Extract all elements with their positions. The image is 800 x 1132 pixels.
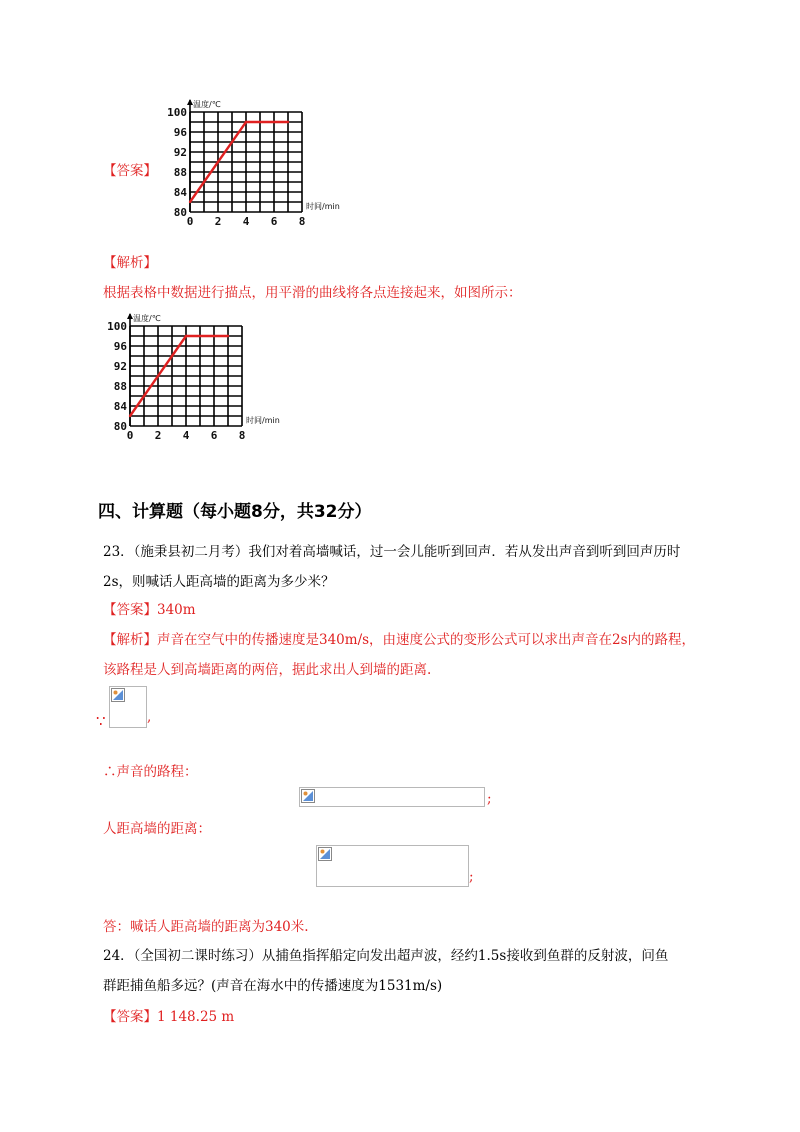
q24-text-line1: 24．（全国初二课时练习）从捕鱼指挥船定向发出超声波，经约1.5s接收到鱼群的反射波，问鱼 bbox=[103, 948, 669, 964]
y-tick-label: 80 bbox=[113, 420, 127, 433]
y-tick-label: 84 bbox=[113, 400, 127, 413]
x-tick-label: 8 bbox=[298, 215, 306, 228]
analysis-text: 根据表格中数据进行描点，用平滑的曲线将各点连接起来，如图所示： bbox=[103, 285, 522, 301]
formula-image-path bbox=[299, 787, 485, 807]
q23-text-line1: 23．（施秉县初二月考）我们对着高墙喊话，过一会儿能听到回声．若从发出声音到听到回声历时 bbox=[103, 544, 681, 560]
q23-final-answer: 答：喊话人距高墙的距离为340米. bbox=[103, 919, 309, 935]
q23-text-line2: 2s，则喊话人距高墙的距离为多少米？ bbox=[103, 574, 335, 590]
x-tick-label: 4 bbox=[242, 215, 250, 228]
y-tick-label: 80 bbox=[173, 206, 187, 219]
formula-image-speed bbox=[109, 686, 147, 728]
q24-text-line2: 群距捕鱼船多远？(声音在海水中的传播速度为1531m/s) bbox=[103, 978, 443, 994]
data-point bbox=[287, 121, 289, 123]
answer-label: 【答案】 bbox=[103, 163, 157, 179]
data-point bbox=[227, 335, 229, 337]
data-point bbox=[129, 415, 131, 417]
x-axis-label: 时间/min bbox=[306, 202, 340, 211]
q24-answer-label: 【答案】 bbox=[103, 1009, 157, 1025]
distance-text: 人距高墙的距离： bbox=[103, 821, 211, 837]
y-tick-label: 92 bbox=[113, 360, 127, 373]
x-tick-label: 6 bbox=[270, 215, 278, 228]
q23-analysis-line2: 该路程是人到高墙距离的两倍，据此求出人到墙的距离. bbox=[103, 662, 432, 678]
y-tick-label: 88 bbox=[113, 380, 127, 393]
broken-image-icon bbox=[318, 847, 332, 861]
temperature-chart-2-svg bbox=[100, 312, 310, 447]
x-tick-label: 4 bbox=[182, 429, 190, 442]
x-tick-label: 0 bbox=[126, 429, 134, 442]
y-tick-label: 84 bbox=[173, 186, 187, 199]
broken-image-icon bbox=[111, 688, 125, 702]
y-axis-label: 温度/℃ bbox=[193, 100, 221, 109]
y-tick-label: 100 bbox=[107, 320, 127, 333]
therefore-text: ∴声音的路程： bbox=[103, 764, 198, 780]
x-tick-label: 2 bbox=[154, 429, 162, 442]
temperature-chart-1 bbox=[160, 98, 370, 233]
y-tick-label: 96 bbox=[113, 340, 127, 353]
broken-image-icon bbox=[301, 789, 315, 803]
temperature-chart-2 bbox=[100, 312, 310, 447]
semicolon-1: ; bbox=[487, 791, 492, 807]
x-tick-label: 2 bbox=[214, 215, 222, 228]
y-axis-label: 温度/℃ bbox=[133, 314, 161, 323]
x-axis-label: 时间/min bbox=[246, 416, 280, 425]
formula-image-distance bbox=[316, 845, 469, 887]
comma: , bbox=[147, 709, 152, 725]
q23-analysis-label: 【解析】 bbox=[103, 632, 157, 648]
data-point bbox=[245, 121, 247, 123]
data-point bbox=[189, 201, 191, 203]
y-tick-label: 88 bbox=[173, 166, 187, 179]
data-point bbox=[185, 335, 187, 337]
analysis-label: 【解析】 bbox=[103, 255, 157, 271]
y-tick-label: 92 bbox=[173, 146, 187, 159]
q23-analysis-line1: 声音在空气中的传播速度是340m/s，由速度公式的变形公式可以求出声音在2s内的路程， bbox=[157, 632, 696, 648]
x-tick-label: 8 bbox=[238, 429, 246, 442]
y-tick-label: 96 bbox=[173, 126, 187, 139]
q23-answer-label: 【答案】 bbox=[103, 602, 157, 618]
temperature-chart-1-svg bbox=[160, 98, 370, 233]
q23-answer-value: 340m bbox=[157, 602, 196, 618]
x-tick-label: 0 bbox=[186, 215, 194, 228]
semicolon-2: ; bbox=[469, 869, 474, 885]
x-tick-label: 6 bbox=[210, 429, 218, 442]
q24-answer-value: 1 148.25 m bbox=[157, 1009, 235, 1025]
y-tick-label: 100 bbox=[167, 106, 187, 119]
section-title: 四、计算题（每小题8分，共32分） bbox=[98, 502, 372, 522]
because-symbol: ∵ bbox=[96, 712, 106, 730]
